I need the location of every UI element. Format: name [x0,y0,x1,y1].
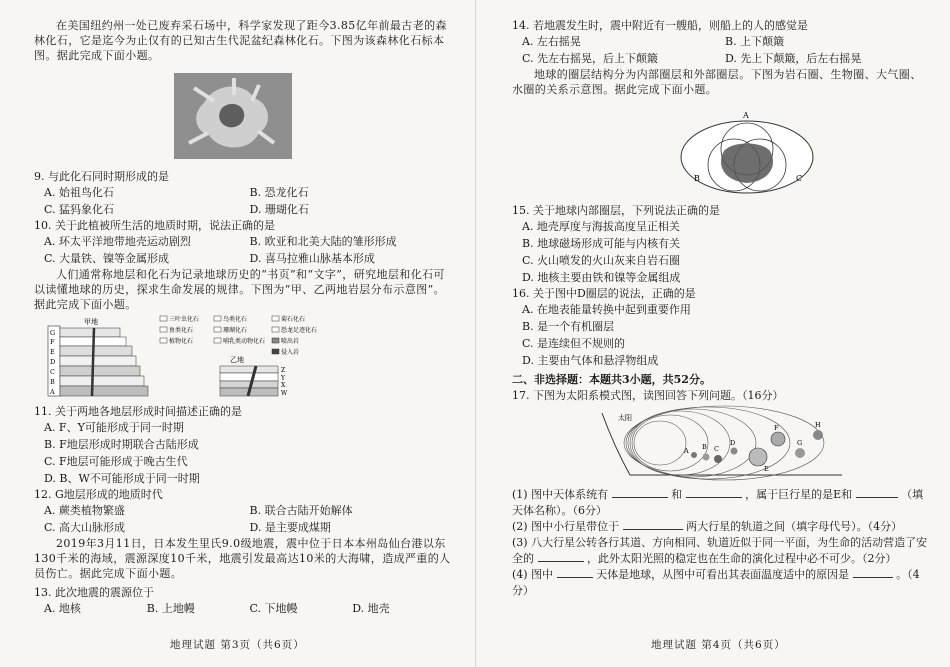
venn-label-a: A [743,111,749,120]
q15-option-b[interactable]: B. 地球磁场形成可能与内核有关 [522,237,681,250]
q15-option-c[interactable]: C. 火山喷发的火山灰来自岩石圈 [522,254,681,267]
planet-d-icon [731,448,738,455]
q10-options [34,233,455,267]
q17-3-blank-1[interactable] [538,561,584,562]
q17-1-text-d: （填天体名称）。（6分） [512,488,924,517]
q10-option-b[interactable]: B. 欧亚和北美大陆的雏形形成 [249,235,397,248]
layer-z: Z [281,367,286,374]
legend-ammonite: 菊石化石 [281,316,306,323]
q11-option-c[interactable]: C. F地层可能形成于晚古生代 [44,455,188,468]
planet-h-label: H [815,421,821,429]
venn-diagram [512,99,912,199]
q17-4-text-b: 天体是地球，从图中可看出其表面温度适中的原因是 [596,568,850,581]
layer-b: B [50,378,55,386]
planet-c-label: C [714,445,719,453]
q17-4-blank-2[interactable] [853,577,893,578]
q16-stem: 16. 关于图中D圈层的说法，正确的是 [512,287,696,300]
q17-3-text-b: ，此外太阳光照的稳定也在生命的演化过程中必不可少。（2分） [587,552,897,565]
q11-option-a[interactable]: A. F、Y可能形成于同一时期 [44,421,184,434]
layer-e: E [50,348,55,356]
q10-option-a[interactable]: A. 环太平洋地带地壳运动剧烈 [44,235,191,248]
q17-stem: 17. 下图为太阳系模式图，读图回答下列问题。（16分） [512,389,784,402]
layer-f: F [50,338,55,346]
q11-stem: 11. 关于两地各地层形成时间描述正确的是 [34,405,242,418]
venn-label-b: B [694,174,700,183]
q17-part-3 [512,535,928,567]
legend-bird: 鸟类化石 [223,316,248,323]
yi-layer-letters [280,367,288,397]
fossil-image [174,73,292,159]
planet-g-label: G [797,439,803,447]
planet-labels [683,421,821,473]
intro-fossil: 在美国纽约州一处已废弃采石场中，科学家发现了距今3.85亿年前最古老的森林化石，它是迄今为止仅有的已知古生代泥盆纪森林化石。下图为该森林化石标本图。据此完成下面小题。 [34,19,447,62]
q17-1-blank-3[interactable] [856,497,898,498]
legend-plant: 植物化石 [169,338,194,345]
q12-option-d[interactable]: D. 是主要成煤期 [249,521,331,534]
legend-mammal: 哺乳类动物化石 [223,338,266,345]
page-4-footer: 地理试题 第4页（共6页） [651,639,786,651]
q14-option-d[interactable]: D. 先上下颠簸，后左右摇晃 [725,52,862,65]
q13-option-c[interactable]: C. 下地幔 [249,602,298,615]
legend-trilobite: 三叶虫化石 [169,316,200,323]
planet-a-icon [691,452,697,458]
planet-b-icon [703,454,710,461]
jia-layer-letters [49,329,55,396]
q12-option-c[interactable]: C. 高大山脉形成 [44,521,126,534]
q10-option-d[interactable]: D. 喜马拉雅山脉基本形成 [249,252,375,265]
q10-option-c[interactable]: C. 大量铁、镍等金属形成 [44,252,170,265]
jia-strata [48,326,148,396]
q17-1-blank-1[interactable] [612,497,668,498]
orbits [624,406,824,480]
q17-1-text-a: (1) 图中天体系统有 [512,488,609,501]
q17-1-text-c: ，属于巨行星的是E和 [745,488,853,501]
planet-b-label: B [702,443,707,451]
q17-2-blank-1[interactable] [623,529,683,530]
yi-strata [220,366,278,396]
q12-options [34,502,455,536]
legend-dino-track: 恐龙足迹化石 [281,327,318,334]
q17-1-text-b: 和 [671,488,683,501]
q16-option-b[interactable]: B. 是一个有机圈层 [522,320,615,333]
legend-fish: 鱼类化石 [169,327,194,334]
q17-4-blank-1[interactable] [557,577,593,578]
q9-option-a[interactable]: A. 始祖鸟化石 [44,186,114,199]
venn-label-c: C [796,174,803,183]
legend-extrusive: 喷出岩 [281,338,300,345]
q13-option-b[interactable]: B. 上地幔 [146,602,195,615]
q17-4-text-a: (4) 图中 [512,568,554,581]
strata-diagram [34,314,354,400]
intro-earthquake: 2019年3月11日，日本发生里氏9.0级地震，震中位于日本本州岛仙台港以东130千米的海域，震源深度10千米，地震引发最高达10米的大海啸，造成严重的人员伤亡。据此完成下面小题。 [34,537,451,580]
q14-option-a[interactable]: A. 左右摇晃 [522,35,581,48]
jia-label: 甲地 [84,318,98,326]
q11-option-d[interactable]: D. B、W不可能形成于同一时期 [44,472,200,485]
planet-f-icon [771,432,785,446]
q12-stem: 12. G地层形成的地质时代 [34,488,163,501]
q17-part-1 [512,487,928,519]
planet-e-icon [749,448,767,466]
legend-intrusive: 侵入岩 [281,349,300,356]
layer-c: C [50,368,55,376]
q11-option-b[interactable]: B. F地层形成时期联合古陆形成 [44,438,199,451]
q15-option-d[interactable]: D. 地核主要由铁和镍等金属组成 [522,271,681,284]
page-4 [475,0,950,667]
q15-option-a[interactable]: A. 地壳厚度与海拔高度呈正相关 [522,220,680,233]
section-2-heading: 二、非选择题：本题共3小题，共52分。 [512,373,711,386]
q14-option-b[interactable]: B. 上下颠簸 [725,35,785,48]
q14-options [512,33,928,67]
q14-stem: 14. 若地震发生时，震中附近有一艘船，则船上的人的感觉是 [512,19,808,32]
q17-4-text-c: 。（4分） [512,568,920,597]
layer-y: Y [281,375,285,382]
intro-spheres: 地球的圈层结构分为内部圈层和外部圈层。下图为岩石圈、生物圈、大气圈、水圈的关系示意图。据此完成下面小题。 [512,68,922,96]
fossil-photo [174,73,292,159]
q12-option-a[interactable]: A. 蕨类植物繁盛 [44,504,125,517]
q17-2-text-b: 两大行星的轨道之间（填字母代号）。（4分） [686,520,903,533]
q13-option-a[interactable]: A. 地核 [44,602,81,615]
q17-3-text-a: (3) 八大行星公转各行其道、方向相同、轨道近似于同一平面，为生命的活动营造了安全的 [512,536,928,565]
q9-option-c[interactable]: C. 猛犸象化石 [44,203,115,216]
q9-option-b[interactable]: B. 恐龙化石 [249,186,309,199]
q13-stem: 13. 此次地震的震源位于 [34,586,154,599]
legend-coral: 珊瑚化石 [223,327,248,334]
planet-h-icon [813,430,823,440]
solar-system-diagram [512,405,912,483]
q9-options [34,184,455,218]
yi-label: 乙地 [230,356,244,364]
layer-x: X [281,382,286,389]
intro-strata: 人们通常称地层和化石为记录地球历史的“书页”和“文字”，研究地层和化石可以读懂地球的历史，探求生命发展的规律。下图为“甲、乙两地岩层分布示意图”。据此完成下面小题。 [34,268,446,311]
planet-f-label: F [774,424,779,432]
layer-a: A [50,388,55,396]
q16-option-a[interactable]: A. 在地表能量转换中起到重要作用 [522,303,691,316]
q16-option-c[interactable]: C. 是连续但不规则的 [522,337,626,350]
q14-option-c[interactable]: C. 先左右摇晃，后上下颠簸 [522,52,659,65]
q17-2-text-a: (2) 图中小行星带位于 [512,520,620,533]
q12-option-b[interactable]: B. 联合古陆开始解体 [249,504,353,517]
q15-stem: 15. 关于地球内部圈层，下列说法正确的是 [512,204,720,217]
q10-stem: 10. 关于此植被所生活的地质时期，说法正确的是 [34,219,275,232]
planet-g-icon [795,448,805,458]
page-3-footer: 地理试题 第3页（共6页） [170,639,305,651]
planet-a-label: A [684,447,689,455]
q13-option-d[interactable]: D. 地壳 [352,602,390,615]
q17-1-blank-2[interactable] [686,497,742,498]
q13-options [34,600,455,617]
q17-part-2 [512,519,928,535]
q16-option-d[interactable]: D. 主要由气体和悬浮物组成 [522,354,659,367]
q9-stem: 9. 与此化石同时期形成的是 [34,170,169,183]
q17-part-4 [512,567,928,599]
q9-option-d[interactable]: D. 珊瑚化石 [249,203,309,216]
planet-e-label: E [764,465,769,473]
sun-label: 太阳 [618,414,632,422]
fossil-legend [160,315,317,356]
planet-c-icon [714,455,722,463]
planet-d-label: D [730,439,736,447]
layer-w: W [281,390,288,397]
layer-d: D [50,358,56,366]
layer-g: G [50,329,56,337]
